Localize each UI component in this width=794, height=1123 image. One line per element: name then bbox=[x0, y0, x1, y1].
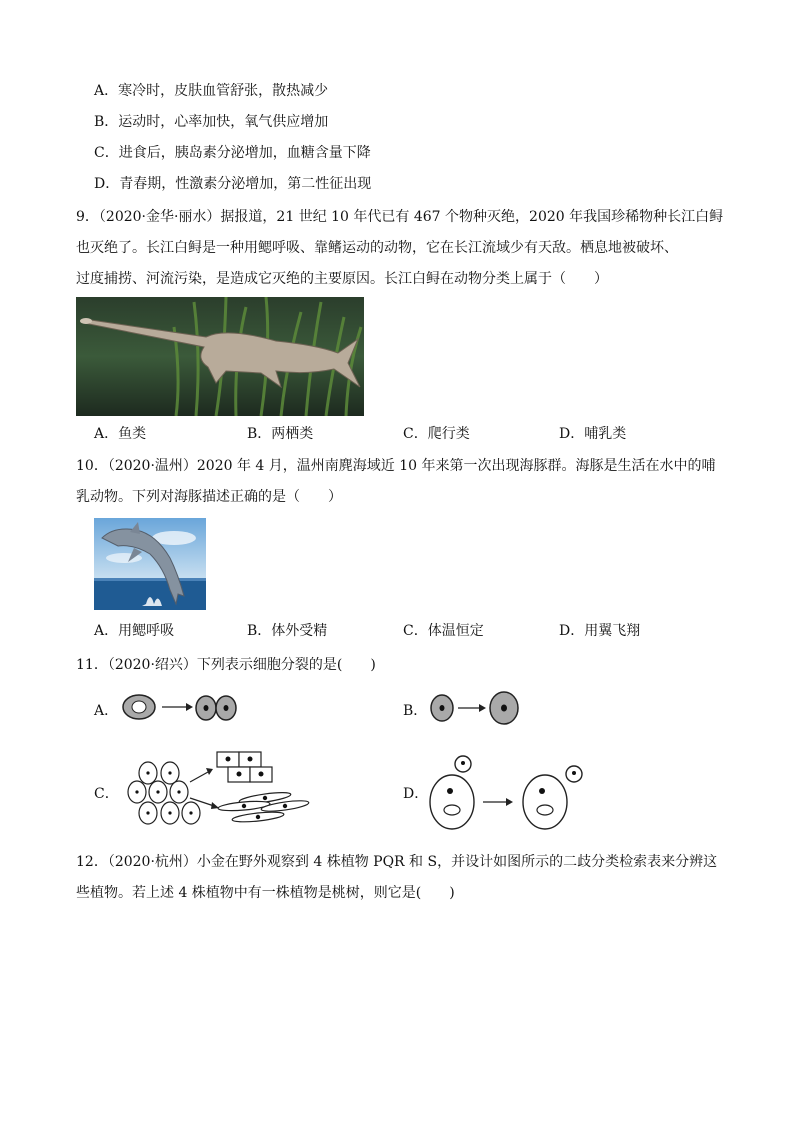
q10-option-c: C．体温恒定 bbox=[403, 623, 484, 639]
budding-diagram-d bbox=[428, 748, 588, 832]
dolphin-photo bbox=[94, 518, 206, 610]
q11-label-a: A． bbox=[94, 703, 119, 719]
q8-option-a: A．寒冷时，皮肤血管舒张，散热减少 bbox=[94, 83, 329, 99]
q9-option-d: D．哺乳类 bbox=[559, 426, 627, 442]
q9-option-c: C．爬行类 bbox=[403, 426, 470, 442]
q11-stem: 11．（2020·绍兴）下列表示细胞分裂的是( ) bbox=[76, 657, 376, 673]
sturgeon-photo bbox=[76, 297, 364, 416]
q10-option-a: A．用鳃呼吸 bbox=[94, 623, 175, 639]
cell-division-diagram-a bbox=[120, 690, 250, 726]
q10-stem-line-2: 乳动物。下列对海豚描述正确的是（ ） bbox=[76, 489, 342, 505]
q11-label-d: D． bbox=[403, 786, 429, 802]
q9-option-a: A．鱼类 bbox=[94, 426, 147, 442]
q10-option-b: B．体外受精 bbox=[247, 623, 328, 639]
q11-label-b: B． bbox=[403, 703, 428, 719]
q9-stem-line-2: 也灭绝了。长江白鲟是一种用鳃呼吸、靠鳍运动的动物，它在长江流域少有天敌。栖息地被破坏、 bbox=[76, 240, 678, 256]
q9-option-b: B．两栖类 bbox=[247, 426, 314, 442]
q10-option-d: D．用翼飞翔 bbox=[559, 623, 641, 639]
cell-differentiation-diagram-c bbox=[120, 748, 320, 832]
q12-stem-line-2: 些植物。若上述 4 株植物中有一株植物是桃树，则它是( ) bbox=[76, 885, 455, 901]
q8-option-c: C．进食后，胰岛素分泌增加，血糖含量下降 bbox=[94, 145, 371, 161]
q8-option-b: B．运动时，心率加快，氧气供应增加 bbox=[94, 114, 329, 130]
q8-option-d: D．青春期，性激素分泌增加，第二性征出现 bbox=[94, 176, 372, 192]
q10-stem-line-1: 10．（2020·温州）2020 年 4 月，温州南麂海域近 10 年来第一次出现海豚群。海豚是生活在水中的哺 bbox=[76, 458, 716, 474]
q9-stem-line-1: 9．（2020·金华·丽水）据报道，21 世纪 10 年代已有 467 个物种灭绝，2020 年我国珍稀物种长江白鲟 bbox=[76, 209, 724, 225]
cell-growth-diagram-b bbox=[427, 688, 527, 728]
q11-label-c: C． bbox=[94, 786, 119, 802]
q12-stem-line-1: 12．（2020·杭州）小金在野外观察到 4 株植物 PQR 和 S，并设计如图所示的二歧分类检索表来分辨这 bbox=[76, 854, 718, 870]
q9-stem-line-3: 过度捕捞、河流污染，是造成它灭绝的主要原因。长江白鲟在动物分类上属于（ ） bbox=[76, 271, 608, 287]
